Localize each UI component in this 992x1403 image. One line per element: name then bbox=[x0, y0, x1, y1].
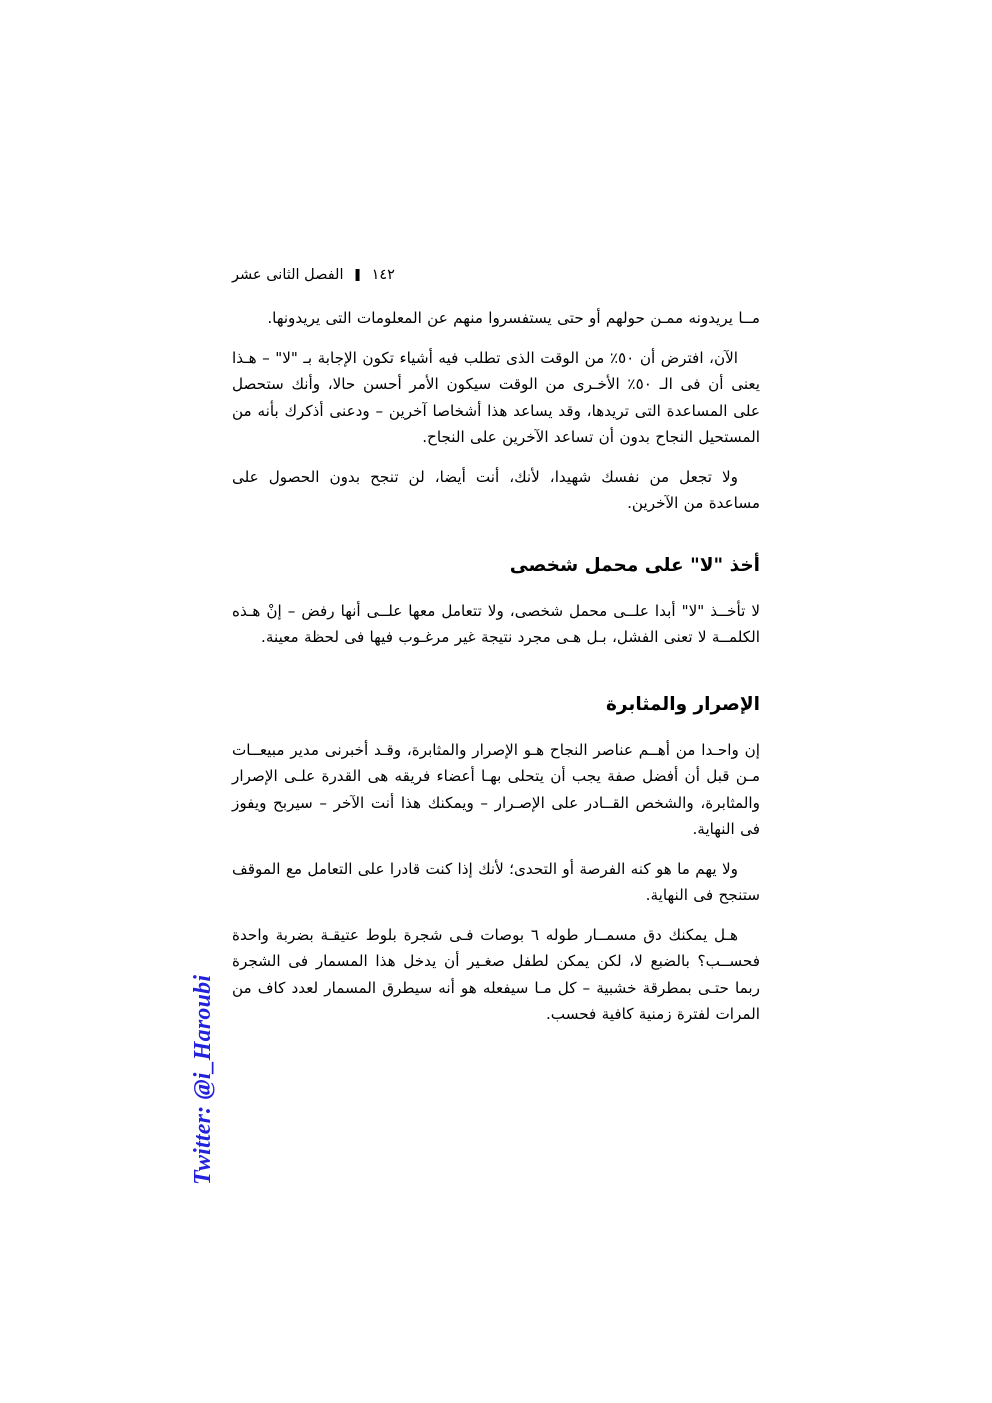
running-header bbox=[232, 268, 760, 283]
paragraph-continuation: مــا يريدونه ممـن حولهم أو حتى يستفسروا منهم عن المعلومات التى يريدونها. bbox=[267, 309, 760, 327]
paragraph-opportunity-challenge: ولا يهم ما هو كنه الفرصة أو التحدى؛ لأنك إذا كنت قادرا على التعامل مع الموقف ستنجح فى النهاية. bbox=[232, 859, 760, 904]
twitter-watermark: Twitter: @i_Haroubi bbox=[190, 974, 216, 1185]
page-content bbox=[232, 305, 760, 1041]
paragraph-persistence-success: إن واحـدا من أهــم عناصر النجاح هـو الإصرار والمثابرة، وقـد أخبرنى مدير مبيعــات مـن قبل أن أفضل صفة يجب أن يتحلى بهـا أعضاء فريقه هى القدرة علـى الإصرار والمثابرة، والشخص القــادر على الإصـرار – ويمكنك هذا أنت الآخر – سيربح ويفوز فى النهاية. bbox=[232, 740, 760, 838]
heading-block-persistence bbox=[232, 691, 760, 719]
section-heading-persistence: الإصرار والمثابرة bbox=[606, 693, 760, 715]
page-number: ١٤٢ bbox=[371, 267, 395, 283]
section-heading-no-personally: أخذ "لا" على محمل شخصى bbox=[509, 554, 760, 576]
heading-block-no-personally bbox=[232, 552, 760, 580]
paragraph-nail-oak-tree: هـل يمكنك دق مسمــار طوله ٦ بوصات فـى شجرة بلوط عتيقـة بضربة واحدة فحســب؟ بالضبع لا، لكن يمكن لطفل صغـير أن يدخل هذا المسمار فى الشجرة ربما حتـى بمطرقة خشبية – كل مـا سيفعله هو أنه سيطرق المسمار لعدد كاف من المرات لفترة زمنية كافية فحسب. bbox=[232, 925, 760, 1023]
header-ornament-icon: ❚ bbox=[352, 267, 363, 281]
chapter-title: الفصل الثانى عشر bbox=[232, 267, 344, 283]
paragraph-martyr: ولا تجعل من نفسك شهيدا، لأنك، أنت أيضا، لن تنجح بدون الحصول على مساعدة من الآخرين. bbox=[232, 467, 760, 512]
paragraph-fifty-percent: الآن، افترض أن ٥٠٪ من الوقت الذى تطلب فيه أشياء تكون الإجابة بـ "لا" – هـذا يعنى أن فى الـ ٥٠٪ الأخـرى من الوقت سيكون الأمر أحسن حالا، وأنك ستحصل على المساعدة التى تريدها، وقد يساعد هذا أشخاصا آخرين – ودعنى أذكرك بأنه من المستحيل النجاح بدون أن تساعد الآخرين على النجاح. bbox=[232, 348, 760, 446]
paragraph-no-rejection: لا تأخــذ "لا" أبدا علــى محمل شخصى، ولا تتعامل معها علــى أنها رفض – إنْ هـذه الكلمــة لا تعنى الفشل، بـل هـى مجرد نتيجة غير مرغـوب فيها فى لحظة معينة. bbox=[232, 601, 760, 646]
